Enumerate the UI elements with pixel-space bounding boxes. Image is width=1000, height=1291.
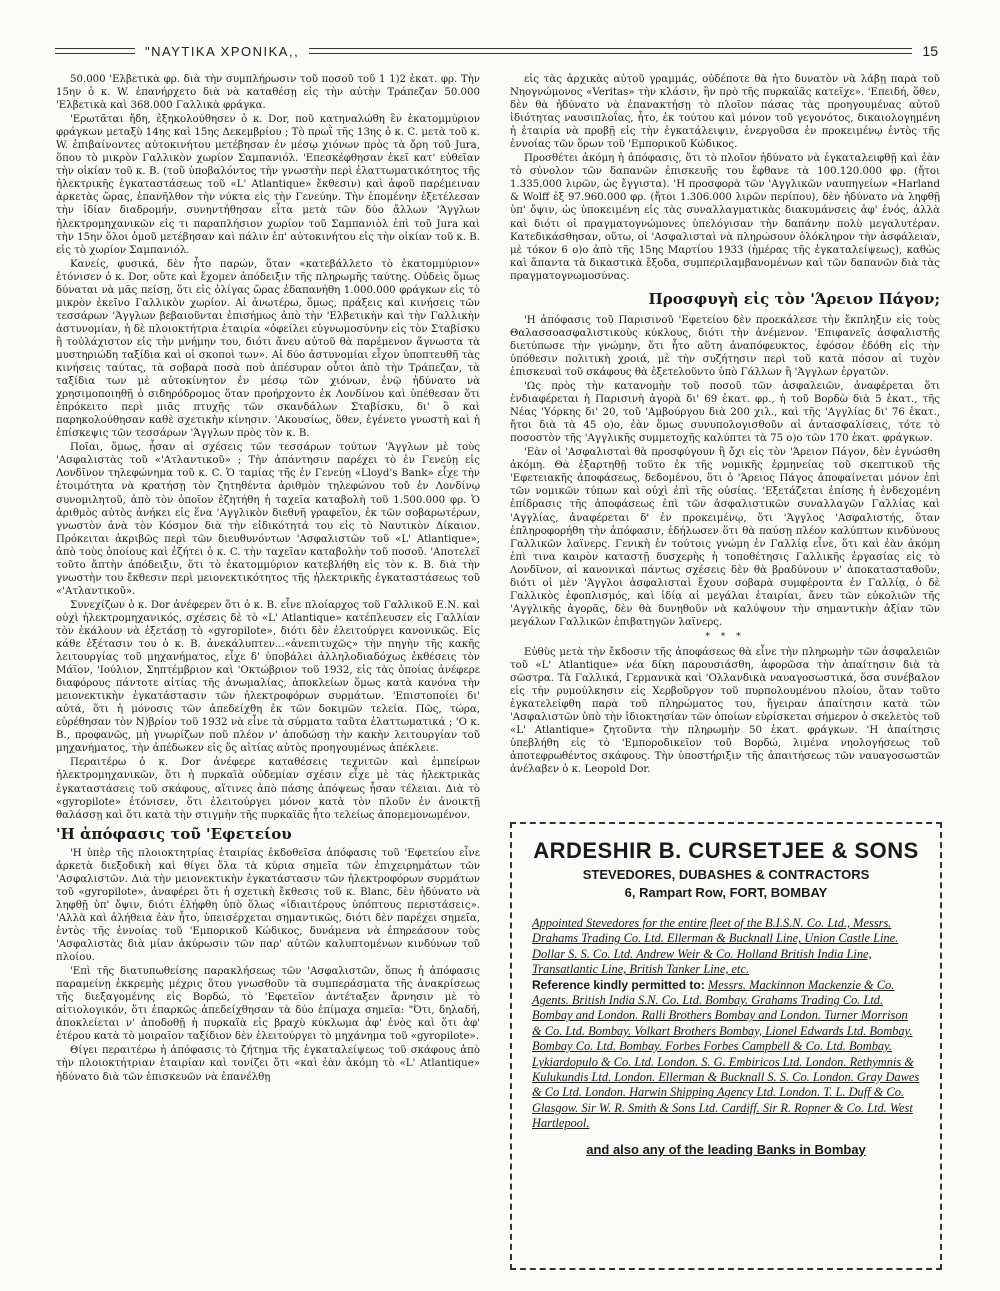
ad-services: STEVEDORES, DUBASHES & CONTRACTORS [582, 867, 870, 882]
ad-address: 6, Rampart Row, FORT, BOMBAY [624, 885, 828, 900]
ad-appointment-text: Appointed Stevedores for the entire fleet of the B.I.S.N. Co. Ltd., Messrs. Drahams Trading Co. Ltd. Ellerman & Bucknall Line, Union Castle Line. Dollar S. S. Co. Ltd. Andrew Weir & Co. Holland British India Line, Transatlantic Line, British Tanker Line, etc. [532, 916, 899, 977]
ad-footer: and also any of the leading Banks in Bombay [586, 1141, 866, 1157]
paragraph: 'Ως πρὸς τὴν κατανομὴν τοῦ ποσοῦ τῶν ἀσφαλειῶν, ἀναφέρεται ὅτι ἐνδιαφέρεται ἡ Παρισινὴ ἀγορὰ δι' 69 ἑκατ. φρ., ἡ τοῦ Βορδὼ διὰ 5 ἑκατ., τῆς Νέας 'Υόρκης δι' 20, τοῦ 'Αμβούργου διὰ 200 χιλ., καὶ τῆς 'Αγγλίας δι' 76 ἑκατ., ἤτοι διὰ τὰ 45 ο)ο, ἐὰν ὅμως συνυπολογισθοῦν αἱ ἀντασφαλίσεις, τότε τὸ ποσοστὸν τῆς 'Αγγλικῆς συμμετοχῆς καλύπτει τὰ 75 ο)ο τῶν 170 ἑκατ. φράγκων. [510, 381, 940, 445]
paragraph: Κανείς, φυσικά, δὲν ἦτο παρών, ὅταν «κατεβάλλετο τὸ ἑκατομμύριον» ἐτόνισεν ὁ κ. Dor, οὔτε καὶ ἔχομεν ἀπόδειξιν τῆς πληρωμῆς ταύτης. Οὐδεὶς ὅμως δύναται νὰ μᾶς πείσῃ, ὅτι εἰς ὀλίγας ὥρας ἐδαπανήθη 1.000.000 φράγκων εἰς τὸ μικρὸν ἐκεῖνο Γαλλικὸν χωρίον. Αἱ ἀνωτέρω, ὅμως, πράξεις καὶ κινήσεις τῶν τεσσάρων 'Άγγλων βεβαιοῦνται ἐπισήμως ἀπὸ τὴν 'Ελβετικὴν καὶ τὴν Γαλλικὴν ἀστυνομίαν, ἡ δὲ πλοιοκτήτρια ἑταιρία «ὀφείλει εὐγνωμοσύνην εἰς τὸν Σταβίσκυ ἢ τοὐλάχιστον εἰς τὴν μνήμην του, διότι ἄνευ αὐτοῦ θὰ παρέμενον ἄγνωστα τὰ μυστηριώδη ταξίδια καὶ οἱ σκοποὶ των». Αἱ δύο ἀστυνομίαι εἶχον ὑποπτευθῆ τὰς κινήσεις ταύτας, τὰ σοβαρὰ ποσὰ ποὺ ἀπέσυραν οὗτοι ἀπὸ τὴν Τράπεζαν, τὰ ταξίδια των μὲ αὐτοκίνητον ἐν μέσῳ τῶν χιόνων, ἐνῷ ἠδύνατο νὰ χρησιμοποιηθῇ ὁ σιδηρόδρομος ὅταν προήρχοντο ἐκ Λονδίνου καὶ ὑπέθεσαν ὅτι ἐπρόκειτο περὶ μιᾶς πτυχῆς τῶν σκανδάλων Σταβίσκυ, δι' ὃ καὶ παρηκολούθησαν καθὲ σχετικὴν κίνησιν. 'Ακουσίως, ὅθεν, ἐγένετο γνωστὴ καὶ ἡ ἐπίσκεψις τῶν τεσσάρων 'Άγγλων πρὸς τὸν κ. Β. [56, 258, 480, 440]
paragraph: εἰς τὰς ἀρχικὰς αὐτοῦ γραμμάς, οὐδέποτε θὰ ἦτο δυνατὸν νὰ λάβῃ παρὰ τοῦ Νηογνώμονος «Veritas» τὴν κλάσιν, ἣν πρὸ τῆς πυρκαϊᾶς κατεῖχε». 'Επειδή, ὅθεν, δὲν θὰ ἠδύνατο νὰ ἐπανακτήσῃ τὸ πλοῖον πάσας τὰς προηγουμένας αὐτοῦ ἰδιότητας ναυσιπλοΐας, ἦτο, ἐκ τούτου καὶ μόνον τοῦ γεγονότος, δικαιολογημένη ἡ ἑταιρία νὰ προβῇ εἰς τὴν ἐγκατάλειψιν, ἐνεργοῦσα ἐν προκειμένῳ ἐντὸς τῆς ἐννοίας τῶν ὅρων τοῦ 'Εμπορικοῦ Κώδικος. [510, 74, 940, 151]
page-header [55, 40, 938, 62]
paragraph: Θίγει περαιτέρω ἡ ἀπόφασις τὸ ζήτημα τῆς ἐγκαταλείψεως τοῦ σκάφους ἀπὸ τὴν πλοιοκτήτριαν ἑταιρίαν καὶ τονίζει ὅτι «καὶ ἐὰν ἀκόμη τὸ «L' Atlantique» ἠδύνατο διὰ τῶν ἐπισκευῶν νὰ ἐπανέλθῃ [56, 1045, 480, 1083]
paragraph: 50.000 'Ελβετικὰ φρ. διὰ τὴν συμπλήρωσιν τοῦ ποσοῦ τοῦ 1 1)2 ἑκατ. φρ. Τὴν 15ην ὁ κ. W. ἐπανήρχετο διὰ νὰ καταθέσῃ εἰς τὴν αὐτὴν Τράπεζαν 50.000 'Ελβετικὰ καὶ 368.000 Γαλλικὰ φράγκα. [56, 74, 480, 112]
cursetjee-advertisement [510, 822, 942, 1270]
header-rule-right [309, 48, 912, 54]
section-heading-court-decision: 'Η ἀπόφασις τοῦ 'Εφετείου [56, 824, 292, 843]
ad-company-name: ARDESHIR B. CURSETJEE & SONS [533, 838, 919, 863]
paragraph: Προσθέτει ἀκόμη ἡ ἀπόφασις, ὅτι τὸ πλοῖον ἠδύνατο νὰ ἐγκαταλειφθῇ καὶ ἐὰν τὸ σύνολον τῶν δαπανῶν ἐπισκευῆς του ἔφθανε τὰ 100.120.000 φρ. (ἤτοι 1.335.000 λιρῶν, ὡς ἔγγιστα). 'Η προσφορὰ τῶν 'Αγγλικῶν ναυπηγείων «Harland & Wolff ἐξ 97.960.000 φρ. (ἤτοι 1.306.000 λιρῶν περίπου), δὲν ἠδύνατο νὰ ληφθῇ ὑπ' ὄψιν, ὡς ὑποκειμένη εἰς τὰς συναλλαγματικὰς διακυμάνσεις ἀφ' ἑνός, ἀλλὰ καὶ διότι οἱ πραγματογνώμονες ὑπελόγισαν τὴν δαπάνην πολὺ μεγαλυτέραν. Κατεδικάσθησαν, οὕτω, οἱ 'Ασφαλισταὶ νὰ πληρώσουν ὁλόκληρον τὴν ἀσφάλειαν, μὲ τόκον 6 ο)ο ἀπὸ τῆς 15ης Μαρτίου 1933 (ἡμέρας τῆς ἐγκαταλείψεως), καθὼς καὶ ἅπαντα τὰ δικαστικὰ ἔξοδα, συμπεριλαμβανομένων καὶ τῶν δαπανῶν διὰ τὰς πραγματογνωμοσύνας. [510, 153, 940, 282]
right-column [510, 73, 940, 813]
page-number: 15 [922, 43, 938, 59]
header-rule-left [55, 48, 135, 54]
paragraph: 'Ερωτᾶται ἤδη, ἐξηκολούθησεν ὁ κ. Dor, ποῦ κατηναλώθη ἓν ἑκατομμύριον φράγκων μεταξὺ 14ης καὶ 15ης Δεκεμβρίου ; Τὸ πρωῒ τῆς 13ης ὁ κ. C. μετὰ τοῦ κ. W. ἐπιβαίνοντες αὐτοκινήτου μετέβησαν ἐν μέσῳ χιόνων πρὸς τὰ ὄρη τοῦ Jura, ὅπου τὸ μικρὸν Γαλλικὸν χωρίον Σαμπανιόλ. 'Επεσκέφθησαν ἐκεῖ κατ' εὐθεῖαν τὴν οἰκίαν τοῦ κ. Β. (τοῦ ὑποβαλόντος τὴν γνωστὴν περὶ ἐλαττωματικότητος τῆς ἠλεκτρικῆς ἐγκαταστάσεως τοῦ «L' Atlantique» ἔκθεσιν) καὶ ἀφοῦ παρέμειναν ἀρκετὰς ὥρας, ἐπανῆλθον τὴν νύκτα εἰς τὴν Γενεύην. Τὴν ἑπομένην ἐξετέλεσαν τὴν ἰδίαν διαδρομήν, συνηντήθησαν εἶτα μετὰ τῶν δύο ἄλλων 'Άγγλων ἠλεκτρομηχανικῶν εἰς τι παραπλήσιον χωρίον τοῦ Σαμπανιὸλ ἐπὶ τοῦ Jura καὶ τὴν 15ην ὅλοι ὁμοῦ μετέβησαν καὶ πάλιν ἐπ' αὐτοκινήτου εἰς τὴν οἰκίαν τοῦ κ. Β. εἰς τὸ χωρίον Σαμπανιόλ. [56, 114, 480, 256]
section-heading-areios-pagos: Προσφυγὴ εἰς τὸν 'Άρειον Πάγον; [648, 289, 940, 308]
paragraph: Συνεχίζων ὁ κ. Dor ἀνέφερεν ὅτι ὁ κ. Β. εἶνε πλοίαρχος τοῦ Γαλλικοῦ Ε.Ν. καὶ οὐχὶ ἠλεκτρομηχανικός, σχέσεις δὲ τὸ «L' Atlantique» κατέπλευσεν εἰς Γαλλίαν τὸν ἐκάλουν νὰ ἐξετάσῃ τὸ «gyropilote», διότι δὲν ἐλειτούργει κανονικῶς. Εἰς κάθε ἐξέτασιν του ὁ κ. Β. ἀνεκάλυπτεν...«ἀνεπιτυχῶς» τὴν πηγὴν τῆς κακῆς λειτουργίας τοῦ μηχανήματος, εἶχε δ' ὑποβάλει ἀλληλοδιαδόχως ἐκθέσεις τὸν Μάϊον, 'Ιούλιον, Σηπτέμβριον καὶ 'Οκτώβριον τοῦ 1932, εἰς τὰς ὁποίας ἀνέφερε διαφόρους πάντοτε αἰτίας τῆς ἀνωμαλίας, ἀποκλείων ὅμως κατὰ κανόνα τὴν μειονεκτικὴν ἐγκατάστασιν τῶν ἠλεκτροφόρων συρμάτων. 'Επιστοποίει δι' αὐτά, ὅτι ἡ μόνοσις τῶν ἀπεδείχθη ἐκ τῶν δοκιμῶν τελεία. Πῶς, τώρα, εὑρέθησαν τὸν Ν)βρίον τοῦ 1932 νὰ εἶνε τὰ σύρματα ταῦτα ἐλαττωματικά ; 'Ο κ. Β., προφανῶς, μὴ γνωρίζων ποῦ πλέον ν' ἀποδώσῃ τὴν κακὴν λειτουργίαν τοῦ μηχανήματος, τὴν ἀπέδωκεν εἰς ὅς αἰτίας αὐτὸς προηγουμένως ἀπέκλειε. [56, 599, 480, 755]
paragraph: 'Επὶ τῆς διατυπωθείσης παρακλήσεως τῶν 'Ασφαλιστῶν, ὅπως ἡ ἀπόφασις παραμείνῃ ἐκκρεμὴς μέχρις ὅτου γνωσθοῦν τὰ συμπεράσματα τῆς ἀνακρίσεως τῆς διεξαγομένης εἰς Βορδώ, τὸ 'Εφετεῖον ἀντέταξεν ἄρνησιν μὲ τὸ αἰτιολογικόν, ὅτι ἐπαρκῶς ἀπεδείχθησαν τὰ δύο ἐπίμαχα σημεῖα: "Ότι, δηλαδή, ἀποκλείεται ν' ἀποδοθῇ ἡ πυρκαϊὰ εἰς βραχὺ κύκλωμα ἀφ' ἑνὸς καὶ ὅτι ἀφ' ἑτέρου κατὰ τὸ μοιραῖον ταξίδιον δὲν ἐλειτούργει τὸ μηχάνημα τοῦ «gyropilote». [56, 966, 480, 1043]
paragraph: Περαιτέρω ὁ κ. Dor ἀνέφερε καταθέσεις τεχνιτῶν καὶ ἐμπείρων ἠλεκτρομηχανικῶν, ὅτι ἡ πυρκαϊὰ οὐδεμίαν σχέσιν εἶχε μὲ τὰς ἠλεκτρικὰς ἐγκαταστάσεις τοῦ σκάφους, αἵτινες ἀπὸ πάσης ἀπόψεως ἦσαν τέλειαι. Διὰ τὸ «gyropilote» ἐτόνισεν, ὅτι ἐλειτούργει μόνον κατὰ τὸν πλοῦν ἐν ἀνοικτῇ θαλάσσῃ καὶ ὅτι κατὰ τὴν στιγμὴν τῆς πυρκαϊᾶς ἦτο τελείως ἀπομεμονωμένον. [56, 757, 480, 821]
left-column [56, 73, 480, 1268]
magazine-title: "ΝΑΥΤΙΚΑ ΧΡΟΝΙΚΑ,, [145, 43, 300, 59]
ad-references-text: Messrs. Mackinnon Mackenzie & Co. Agents. British India S.N. Co. Ltd. Bombay. Grahams Trading Co. Ltd. Bombay and London. Ralli Brothers Bombay and London. Turner Morrison & Co. Ltd. Bombay. Volkart Brothers Bombay, Lionel Edwards Ltd. Bombay. Bombay Co. Ltd. Bombay. Forbes Forbes Campbell & Co. Ltd. Bombay. Lykiardopulo & Co. Ltd. London. S. G. Embiricos Ltd. London. Rethymnis & Kulukundis Ltd. London. Ellerman & Bucknall S. S. Co. London. Gray Dawes & Co Ltd. London. Harwin Shipping Agency Ltd. London. T. L. Duff & Co. Glasgow. Sir W. R. Smith & Sons Ltd. Cardiff. Sir R. Ropner & Co. Ltd. West Hartlepool. [532, 977, 920, 1131]
ad-reference-label: Reference kindly permitted to: [532, 977, 705, 992]
paragraph: Εὐθὺς μετὰ τὴν ἔκδοσιν τῆς ἀποφάσεως θὰ εἶνε τὴν πληρωμὴν τῶν ἀσφαλειῶν τοῦ «L' Atlantique» νέα δίκη παρουσιάσθη, ἀφορῶσα τὴν ἀπαίτησιν διὰ τὰ σῶστρα. Τὰ Γαλλικά, Γερμανικὰ καὶ 'Ολλανδικὰ ναυαγοσωστικά, ὅσα συνέβαλον εἰς τὴν ρυμούλκησιν εἰς Χερβοῦργον τοῦ πυρπολουμένου πλοίου, ὅταν τοῦτο ἐγκατελείφθη παρὰ τοῦ πληρώματος του, ἤγειραν ἀπαίτησιν κατὰ τῶν 'Ασφαλιστῶν ὑπὸ τὴν ἰδιοκτησίαν τῶν ὁποίων εὑρίσκεται σήμερον ὁ σκελετὸς τοῦ «L' Atlantique» ζητοῦντα τὴν πληρωμὴν 50 ἑκατ. φράγκων. 'Η ἀπαίτησις ὑπεβλήθη εἰς τὸ 'Εμποροδικεῖον τοῦ Βορδώ, λιμένα νηολογήσεως τοῦ ἀποτεφρωθέντος σκάφους. Τὴν ὑποστήριξιν τῆς ἀπαιτήσεως τῶν ναυαγοσωστῶν ἀνέλαβεν ὁ κ. Leopold Dor. [510, 646, 940, 776]
section-separator: * * * [705, 631, 745, 642]
paragraph: 'Η ὑπὲρ τῆς πλοιοκτητρίας ἑταιρίας ἐκδοθεῖσα ἀπόφασις τοῦ 'Εφετείου εἶνε ἀρκετὰ διεξοδικὴ καὶ θίγει ὅλα τὰ κύρια σημεῖα τῶν ἐπιχειρημάτων τῶν 'Ασφαλιστῶν. Διὰ τὴν μειονεκτικὴν ἐγκατάστασιν τῶν ἠλεκτροφόρων συρμάτων τοῦ «gyropilote», ἀναφέρει ὅτι ἡ σχετικὴ ἔκθεσις τοῦ κ. Blanc, δὲν ἠδύνατο νὰ ληφθῇ ὑπ' ὄψιν, διότι ἐλήφθη ὑπὸ ὅλως «ἰδιαιτέρους ὑπόπτους περιστάσεις». 'Αλλὰ καὶ ἀλήθεια ἐὰν ἦτο, ὑπεισέρχεται σημαντικῶς, διότι δὲν παρέχει σημεῖα, ἐντὸς τῆς ἐννοίας τοῦ 'Εμπορικοῦ Κώδικος, δυνάμενα νὰ ἐπηρεάσουν τοὺς 'Ασφαλιστὰς διὰ μίαν ἀκύρωσιν τῶν παρ' αὐτῶν καλυπτομένων κινδύνων τοῦ πλοίου. [56, 847, 480, 964]
paragraph: 'Εὰν οἱ 'Ασφαλισταὶ θὰ προσφύγουν ἢ ὄχι εἰς τὸν 'Άρειον Πάγον, δὲν ἐγνώσθη ἀκόμη. Θὰ ἐξαρτηθῇ τοῦτο ἐκ τῆς νομικῆς ἑρμηνείας τοῦ σκεπτικοῦ τῆς 'Εφετειακῆς ἀποφάσεως, δεδομένου, ὅτι ὁ 'Άρειος Πάγος ἀποφαίνεται μόνον ἐπὶ τῶν νομικῶν τύπων καὶ οὐχὶ ἐπὶ τῆς οὐσίας. 'Εξετάζεται ἐπίσης ἡ ἐνδεχομένη ἐπίδρασις τῆς ἀποφάσεως ἐπὶ τῶν ἀσφαλιστικῶν συναλλαγῶν Γαλλίας καὶ 'Αγγλίας, ἀναφέρεται δ' ἐν προκειμένῳ, ὅτι 'Άγγλος 'Ασφαλιστής, ὅταν ἐπληροφορήθη τὴν ἀπόφασιν, ἐδήλωσεν ὅτι θὰ παύσῃ πλέον καλύπτων κινδύνους Γαλλικῶν λαϊνερς. Γενικὴ ἐν τούτοις γνώμη ἐν Γαλλίᾳ εἶνε, ὅτι καὶ ἐὰν ἀκόμη ἐπὶ τινα καιρὸν καταστῇ δυσχερὴς ἡ τοποθέτησις Γαλλικῆς ἐργασίας εἰς τὸ Λονδῖνον, αἱ κανονικαὶ πάντως σχέσεις δὲν θὰ βραδύνουν ν' ἀποκατασταθοῦν, διότι οἱ μὲν 'Άγγλοι ἀσφαλισταὶ ἔχουν σοβαρὰ συμφέροντα ἐν Γαλλίᾳ, ὁ δὲ Γαλλικὸς ἐφοπλισμός, καὶ ἰδίᾳ αἱ μεγάλαι ἑταιρίαι, ἄνευ τῶν εὐκολιῶν τῆς 'Αγγλικῆς ἀγορᾶς, δὲν θὰ δυνηθοῦν νὰ καλύψουν τὴν σημαντικὴν ἀξίαν τῶν μεγάλων Γαλλικῶν ἐπιβατηγῶν λαϊνερς. [510, 447, 940, 628]
paragraph: Ποῖαι, ὅμως, ἦσαν αἱ σχέσεις τῶν τεσσάρων τούτων 'Άγγλων μὲ τοὺς 'Ασφαλιστὰς τοῦ «'Ατλαντικοῦ» ; Τὴν ἀπάντησιν παρέχει τὸ ἐν Γενεύῃ εἰς Λονδῖνον τηλεφώνημα τοῦ κ. C. Ὁ ταμίας τῆς ἐν Γενεύῃ «Lloyd's Bank» εἶχε τὴν ἑτοιμότητα νὰ κρατήσῃ τὸν ζητηθέντα ἀριθμὸν τηλεφώνου τοῦ ἐν Λονδίνῳ συνομιλητοῦ, ἀπὸ τὸν ὁποῖον ἐζητήθη ἡ ταχεῖα καταβολὴ τοῦ 1.500.000 φρ. Ὁ ἀριθμὸς αὐτὸς ἀνήκει εἰς ἕνα 'Αγγλικὸν διεθνῆ γραφεῖον, ἐκ τῶν σοβαρωτέρων, γνωστὸν ἀνὰ τὸν Κόσμον διὰ τὴν εἰδικότητά του εἰς τὸ Ναυτικὸν Δίκαιον. Πρόκειται ἀκριβῶς περὶ τῶν διευθυνόντων 'Ασφαλιστῶν τοῦ «L' Atlantique», ἀπὸ τοὺς ὁποίους καὶ ἐζήτει ὁ κ. C. τὴν ταχεῖαν καταβολὴν τοῦ ποσοῦ. 'Αποτελεῖ τοῦτο ἄπτὴν ἀπόδειξιν, ὅτι τὸ ἑκατομμύριον κατεβλήθη εἰς τὸν κ. Β. διὰ τὴν γνωστὴν του ἔκθεσιν περὶ μειονεκτικότητος τῆς ἠλεκτρικῆς ἐγκαταστάσεως τοῦ «'Ατλαντικοῦ». [56, 442, 480, 597]
ad-body [532, 916, 920, 1132]
paragraph: 'Η ἀπόφασις τοῦ Παρισινοῦ 'Εφετείου δὲν προεκάλεσε τὴν ἔκπληξιν εἰς τοὺς Θαλασσοασφαλιστικοὺς κύκλους, διότι τὴν ἀνέμενον. 'Επιφανεῖς ἀσφαλιστῆς διετύπωσε τὴν γνώμην, ὅτι ἦτο αὕτη ἀναπόφευκτος, ἐφόσον ἐδόθη εἰς τὴν ὑπόθεσιν πολιτικὴ χροιά, μὲ τὴν συζήτησιν περὶ τοῦ κατὰ πόσον αἱ τυχὸν ἐπισκευαὶ τοῦ σκάφους θὰ ἐξετελοῦντο ὑπὸ Γάλλων ἢ 'Άγγλων ἐργατῶν. [510, 314, 940, 378]
